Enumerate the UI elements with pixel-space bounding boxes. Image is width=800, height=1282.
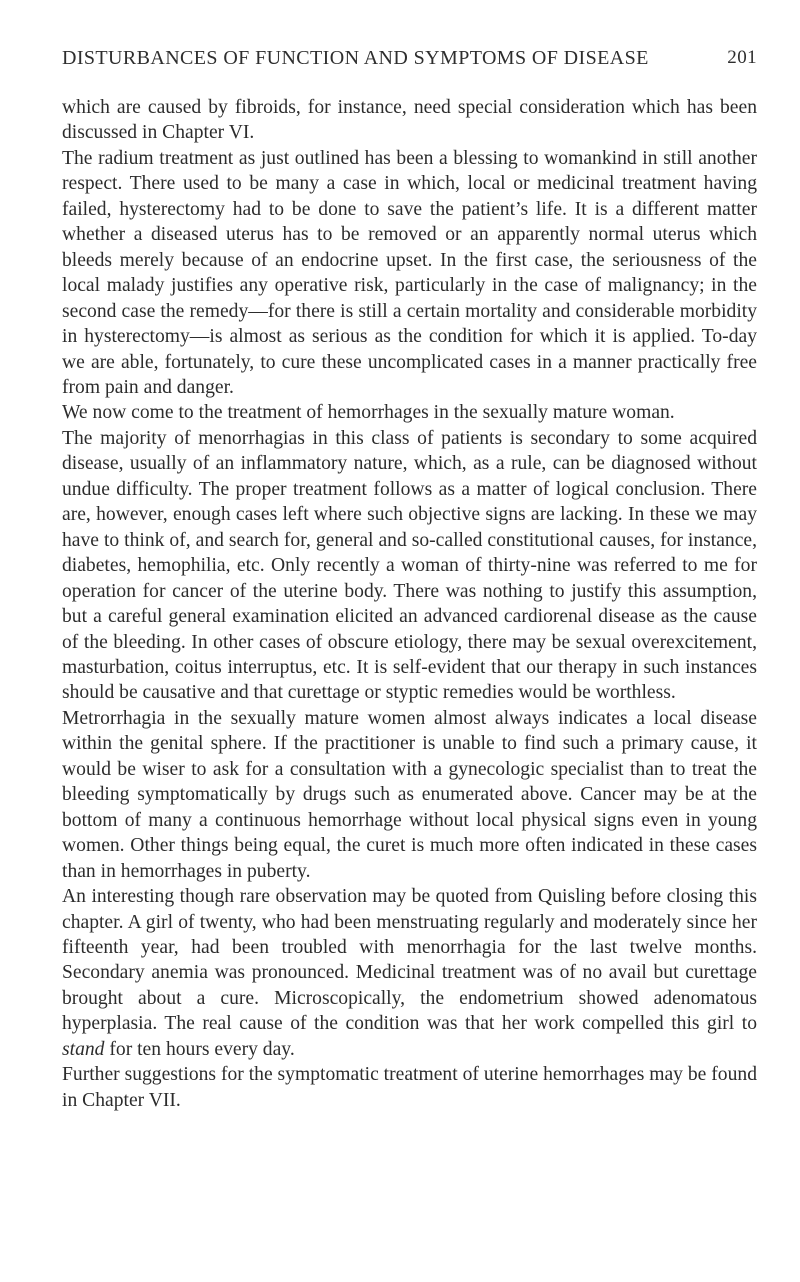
running-head (62, 47, 757, 75)
paragraph (62, 884, 757, 1062)
body-text (62, 95, 757, 1113)
running-head-title: DISTURBANCES OF FUNCTION AND SYMPTOMS OF DISEASE (62, 47, 649, 69)
paragraph: which are caused by fibroids, for instance, need special consideration which has been discussed in Chapter VI. (62, 97, 757, 144)
paragraph: We now come to the treatment of hemorrhages in the sexually mature woman. (62, 402, 675, 424)
page-number: 201 (727, 47, 757, 68)
paragraph: Further suggestions for the symptomatic treatment of uterine hemorrhages may be found in Chapter VII. (62, 1064, 757, 1111)
emphasized-word: stand (62, 1038, 105, 1060)
paragraph: Metrorrhagia in the sexually mature women almost always indicates a local disease within the genital sphere. If the practitioner is unable to find such a primary cause, it would be wiser to ask for a consultation with a gynecologic specialist than to treat the bleeding symptomatically by drugs such as enumerated above. Cancer may be at the bottom of many a continuous hemorrhage without local physical signs even in young women. Other things being equal, the curet is much more often indicated in these cases than in hemorrhages in puberty. (62, 707, 757, 882)
paragraph: The radium treatment as just outlined has been a blessing to womankind in still another respect. There used to be many a case in which, local or medicinal treatment having failed, hysterectomy had to be done to save the patient’s life. It is a different matter whether a diseased uterus has to be removed or an apparently normal uterus which bleeds merely because of an endocrine upset. In the first case, the seriousness of the local malady justifies any operative risk, particularly in the case of malignancy; in the second case the remedy—for there is still a certain mortality and considerable morbidity in hysterectomy—is almost as serious as the condition for which it is applied. To-day we are able, fortunately, to cure these uncomplicated cases in a manner practically free from pain and danger. (62, 147, 757, 398)
paragraph-text: for ten hours every day. (104, 1038, 295, 1060)
paragraph-text: An interesting though rare observation may be quoted from Quisling before closing this chapter. A girl of twenty, who had been menstruating regularly and moderately since her fifteenth year, had been troubled with menorrhagia for the last twelve months. Secondary anemia was pronounced. Medicinal treatment was of no avail but curettage brought about a cure. Microscopically, the endometrium showed adenomatous hyperplasia. The real cause of the condition was that her work compelled this girl to (62, 886, 757, 1035)
paragraph: The majority of menorrhagias in this class of patients is secondary to some acquired disease, usually of an inflammatory nature, which, as a rule, can be diagnosed without undue difficulty. The proper treatment follows as a matter of logical conclusion. There are, however, enough cases left where such objective signs are lacking. In these we may have to think of, and search for, general and so-called constitutional causes, for instance, diabetes, hemophilia, etc. Only recently a woman of thirty-nine was referred to me for operation for cancer of the uterine body. There was nothing to justify this assumption, but a careful general examination elicited an advanced cardiorenal disease as the cause of the bleeding. In other cases of obscure etiology, there may be sexual overexcitement, masturbation, coitus interruptus, etc. It is self-evident that our therapy in such instances should be causative and that curettage or styptic remedies would be worthless. (62, 427, 757, 704)
